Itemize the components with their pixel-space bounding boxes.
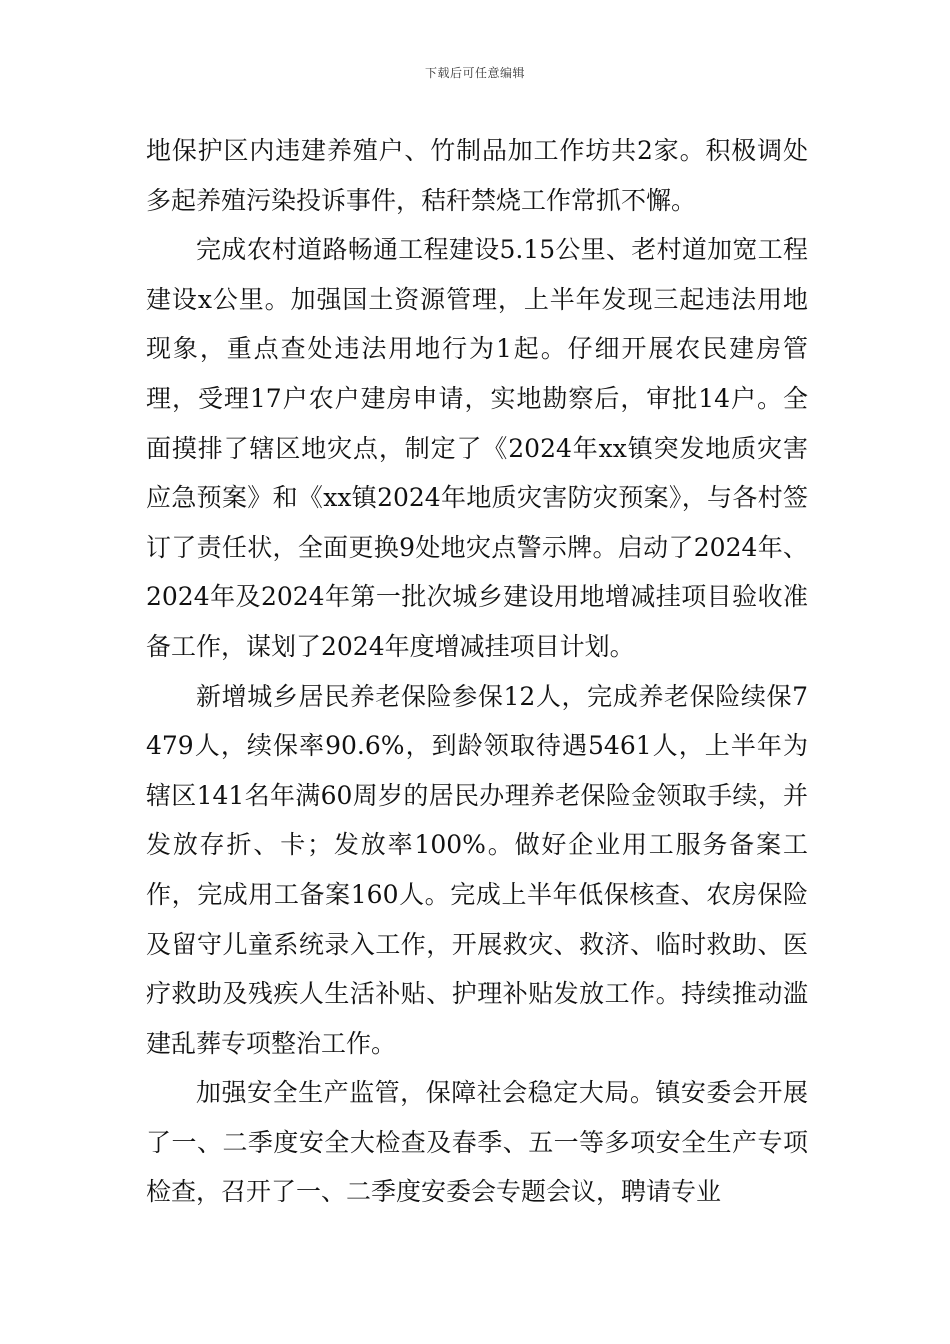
paragraph-3: 新增城乡居民养老保险参保12人，完成养老保险续保7479人，续保率90.6%，到龄领取待遇5461人，上半年为辖区141名年满60周岁的居民办理养老保险金领取手续，并发放存折、卡；发放率100%。做好企业用工服务备案工作，完成用工备案160人。完成上半年低保核查、农房保险及留守儿童系统录入工作，开展救灾、救济、临时救助、医疗救助及残疾人生活补贴、护理补贴发放工作。持续推动滥建乱葬专项整治工作。 <box>146 681 808 1058</box>
paragraph-1: 地保护区内违建养殖户、竹制品加工作坊共2家。积极调处多起养殖污染投诉事件，秸秆禁烧工作常抓不懈。 <box>146 136 808 215</box>
paragraph-4: 加强安全生产监管，保障社会稳定大局。镇安委会开展了一、二季度安全大检查及春季、五一等多项安全生产专项检查，召开了一、二季度安委会专题会议，聘请专业 <box>146 1078 808 1207</box>
page-header: 下载后可任意编辑 <box>424 66 525 80</box>
document-body <box>146 126 808 1217</box>
paragraph-2: 完成农村道路畅通工程建设5.15公里、老村道加宽工程建设x公里。加强国土资源管理，上半年发现三起违法用地现象，重点查处违法用地行为1起。仔细开展农民建房管理，受理17户农户建房申请，实地勘察后，审批14户。全面摸排了辖区地灾点，制定了《2024年xx镇突发地质灾害应急预案》和《xx镇2024年地质灾害防灾预案》，与各村签订了责任状，全面更换9处地灾点警示牌。启动了2024年、2024年及2024年第一批次城乡建设用地增减挂项目验收准备工作，谋划了2024年度增减挂项目计划。 <box>146 235 808 661</box>
